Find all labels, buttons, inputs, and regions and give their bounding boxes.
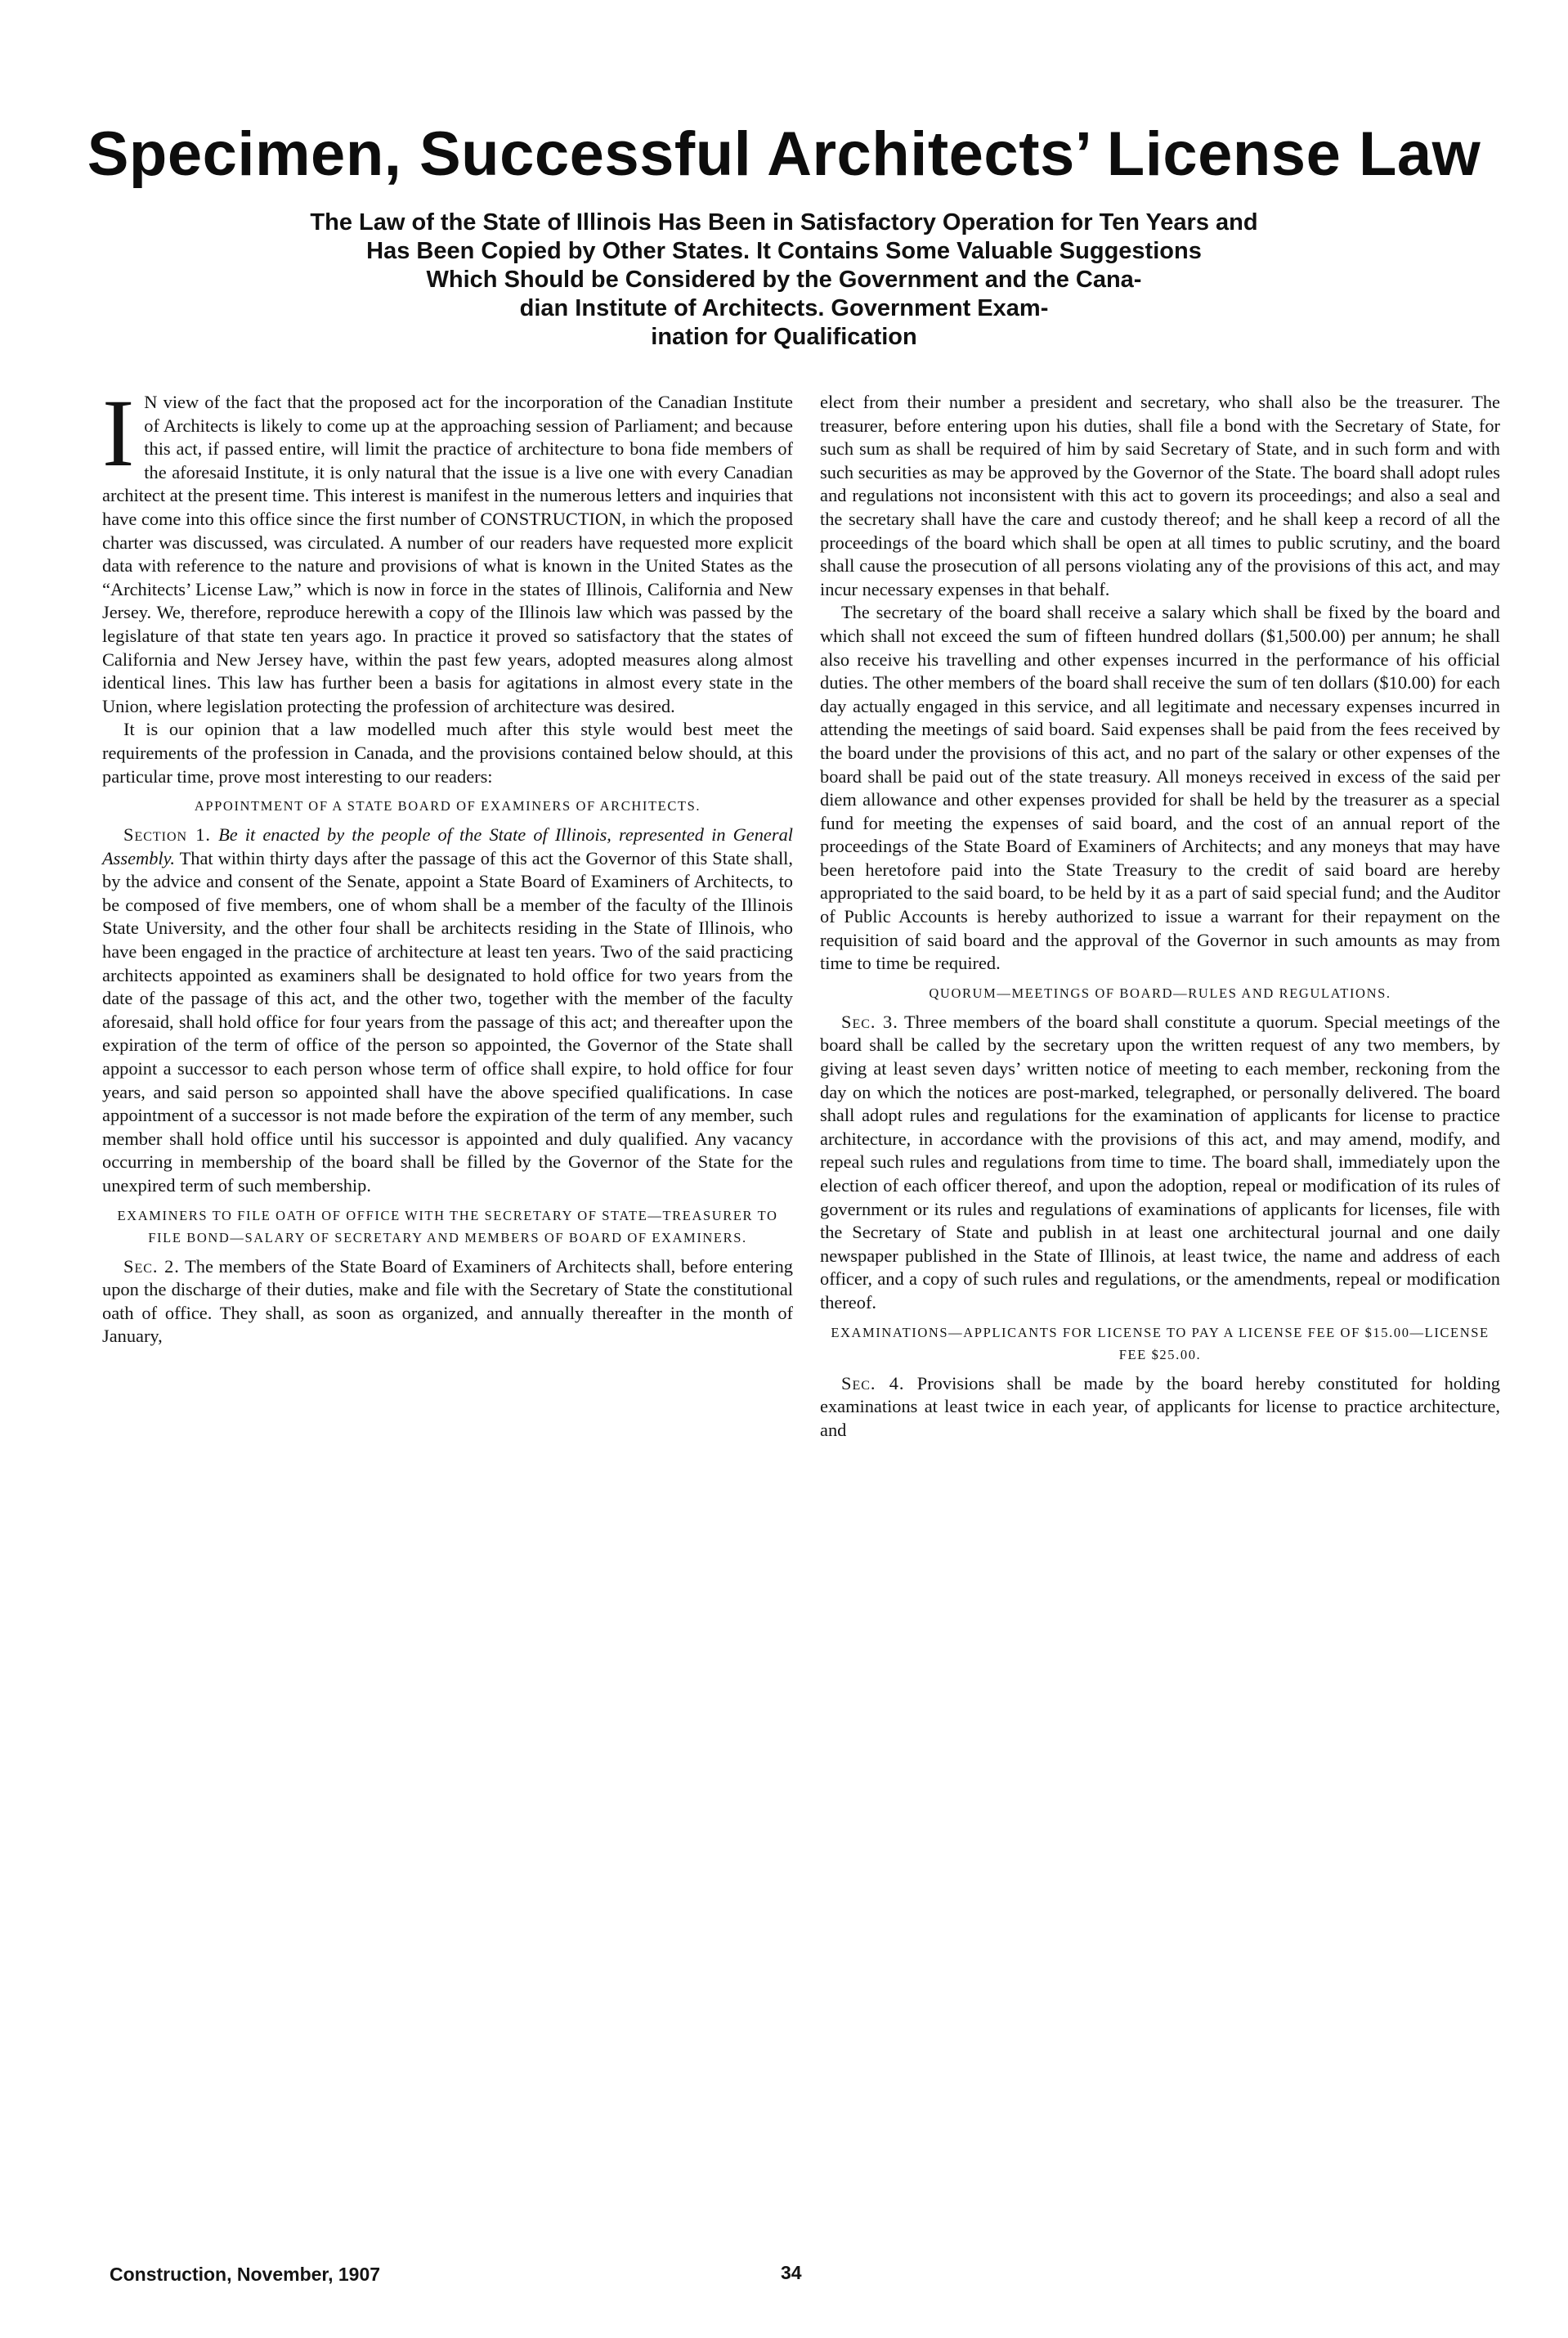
section-heading: EXAMINERS TO FILE OATH OF OFFICE WITH THE SECRETARY OF STATE—TREASURER TO FILE BOND—SALARY OF SECRETARY AND MEMBERS OF BOARD OF EXAMINERS. (117, 1207, 778, 1245)
enacting-clause: Be it enacted by the people of the State of Illinois, represented in General Assembly. (102, 824, 793, 868)
section-body: That within thirty days after the passage of this act the Governor of this State shall, by the advice and consent of the Senate, appoint a State Board of Examiners of Architects, to be composed of five members, one of whom shall be a member of the faculty of the Illinois State University, and the other four shall be architects residing in the State of Illinois, who have been engaged in the practice of architecture at least ten years. Two of the said practicing architects appointed as examiners shall be designated to hold office for two years from the date of the passage of this act, and the other two, together with the member of the faculty aforesaid, shall hold office for four years from the passage of this act; and thereafter upon the expiration of the term of office of the person so appointed, the Governor of the State shall appoint a successor to each person whose term of office shall expire, to hold office for four years, and said person so appointed shall have the above specified qualifications. In case appointment of a successor is not made before the expiration of the term of any member, such member shall hold office until his successor is appointed and duly qualified. Any vacancy occurring in membership of the board shall be filled by the Governor of the State for the unexpired term of such membership. (102, 847, 793, 1196)
left-column (102, 379, 793, 1349)
intro-text: N view of the fact that the proposed act for the incorporation of the Canadian Institute of Architects is likely to come up at the approaching session of Parliament; and because this act, if passed entire, will limit the practice of architecture to bona fide members of the aforesaid Institute, it is only natural that the issue is a live one with every Canadian architect at the present time. This interest is manifest in the numerous letters and inquiries that have come into this office since the first number of CONSTRUCTION, in which the proposed charter was discussed, was circulated. A number of our readers have requested more explicit data with reference to the nature and provisions of what is known in the United States as the “Architects’ License Law,” which is now in force in the states of Illinois, California and New Jersey. We, therefore, reproduce herewith a copy of the Illinois law which was passed by the legislature of that state ten years ago. In practice it proved so satisfactory that the states of California and New Jersey have, within the past few years, adopted measures along almost identical lines. This law has further been a basis for agitations in almost every state in the Union, where legislation protecting the profession of architecture was desired. (102, 392, 793, 716)
subtitle-line: ination for Qualification (651, 324, 917, 350)
continued-paragraph: elect from their number a president and secretary, who shall also be the treasurer. The treasurer, before entering upon his duties, shall file a bond with the Secretary of State, for such sum as shall be required of him by said Secretary of State, and in such form and with such securities as may be approved by the Governor of the State. The board shall adopt rules and regulations not inconsistent with this act to govern its proceedings; and also a seal and the secretary shall have the care and custody thereof; and he shall keep a record of all the proceedings of the board which shall be open at all times to public scrutiny, and the board shall cause the prosecution of all persons violating any of the provisions of this act, and may incur necessary expenses in that behalf. (820, 392, 1500, 599)
section-label: Sec. 2. (123, 1255, 180, 1277)
section-4-paragraph (820, 1372, 1500, 1443)
right-column (820, 391, 1500, 1442)
section-heading: QUORUM—MEETINGS OF BOARD—RULES AND REGULATIONS. (929, 985, 1391, 1001)
section-label: Sec. 3. (841, 1011, 898, 1032)
section-body: The members of the State Board of Examiners of Architects shall, before entering upon the discharge of their duties, make and file with the Secretary of State the constitutional oath of office. They shall, as soon as organized, and annually thereafter in the month of January, (102, 1255, 793, 1347)
intro-paragraph (102, 379, 793, 718)
page-number: 34 (781, 2262, 802, 2283)
drop-cap: I (102, 379, 135, 487)
section-heading: EXAMINATIONS—APPLICANTS FOR LICENSE TO PAY A LICENSE FEE OF $15.00—LICENSE FEE $25.00. (831, 1324, 1490, 1362)
secretary-paragraph: The secretary of the board shall receive a salary which shall be fixed by the board and which shall not exceed the sum of fifteen hundred dollars ($1,500.00) per annum; he shall also receive his travelling and other expenses incurred in the performance of his official duties. The other members of the board shall receive the sum of ten dollars ($10.00) for each day actually engaged in this service, and all legitimate and necessary expenses incurred in attending the meetings of said board. Said expenses shall be paid from the fees received by the board under the provisions of this act, and no part of the salary or other expenses of the board shall be paid out of the state treasury. All moneys received in excess of the said per diem allowance and other expenses provided for shall be held by the treasurer as a special fund for meeting the expenses of said board, and the cost of an annual report of the proceedings of the State Board of Examiners of Architects; and any moneys that may have been heretofore paid into the State Treasury to the credit of said board are hereby appropriated to the said board, to be held by it as a part of said special fund; and the Auditor of Public Accounts is hereby authorized to issue a warrant for their repayment on the requisition of said board and the approval of the Governor in such amounts as may from time to time be required. (820, 602, 1500, 974)
publication-footer: Construction, November, 1907 (110, 2264, 381, 2285)
opinion-paragraph: It is our opinion that a law modelled much after this style would best meet the requirements of the profession in Canada, and the provisions contained below should, at this particular time, prove most interesting to our readers: (102, 719, 793, 787)
section-label: Sec. 4. (841, 1372, 905, 1393)
section-2-paragraph (102, 1255, 793, 1349)
subtitle-line: dian Institute of Architects. Government Exam- (519, 295, 1049, 321)
section-body: Provisions shall be made by the board hereby constituted for holding examinations at least twice in each year, of applicants for license to practice architecture, and (820, 1372, 1500, 1440)
subtitle-line: Has Been Copied by Other States. It Contains Some Valuable Suggestions (366, 238, 1202, 264)
section-label: Section 1. (123, 824, 211, 846)
subtitle-line: The Law of the State of Illinois Has Been in Satisfactory Operation for Ten Years and (310, 209, 1258, 236)
section-1-paragraph (102, 823, 793, 1198)
subtitle (164, 209, 1404, 352)
subtitle-line: Which Should be Considered by the Government and the Cana- (426, 267, 1142, 293)
section-body: Three members of the board shall constitute a quorum. Special meetings of the board shall be called by the secretary upon the written request of any two members, by giving at least seven days’ written notice of meeting to each member, reckoning from the day on which the notices are post-marked, telegraphed, or personally delivered. The board shall adopt rules and regulations for the examination of applicants for license to practice architecture, in accordance with the provisions of this act, and may amend, modify, and repeal such rules and regulations from time to time. The board shall, immediately upon the election of each officer thereof, and upon the adoption, repeal or modification of its rules of government or its rules and regulations of examinations of applicants for licenses, file with the Secretary of State and publish in at least one architectural journal and one daily newspaper published in the State of Illinois, at least twice, the name and address of each officer, and a copy of such rules and regulations, or the amendments, repeal or modification thereof. (820, 1011, 1500, 1313)
page-title: Specimen, Successful Architects’ License Law (87, 119, 1481, 189)
section-heading: APPOINTMENT OF A STATE BOARD OF EXAMINERS OF ARCHITECTS. (194, 798, 701, 814)
section-3-paragraph (820, 1011, 1500, 1315)
